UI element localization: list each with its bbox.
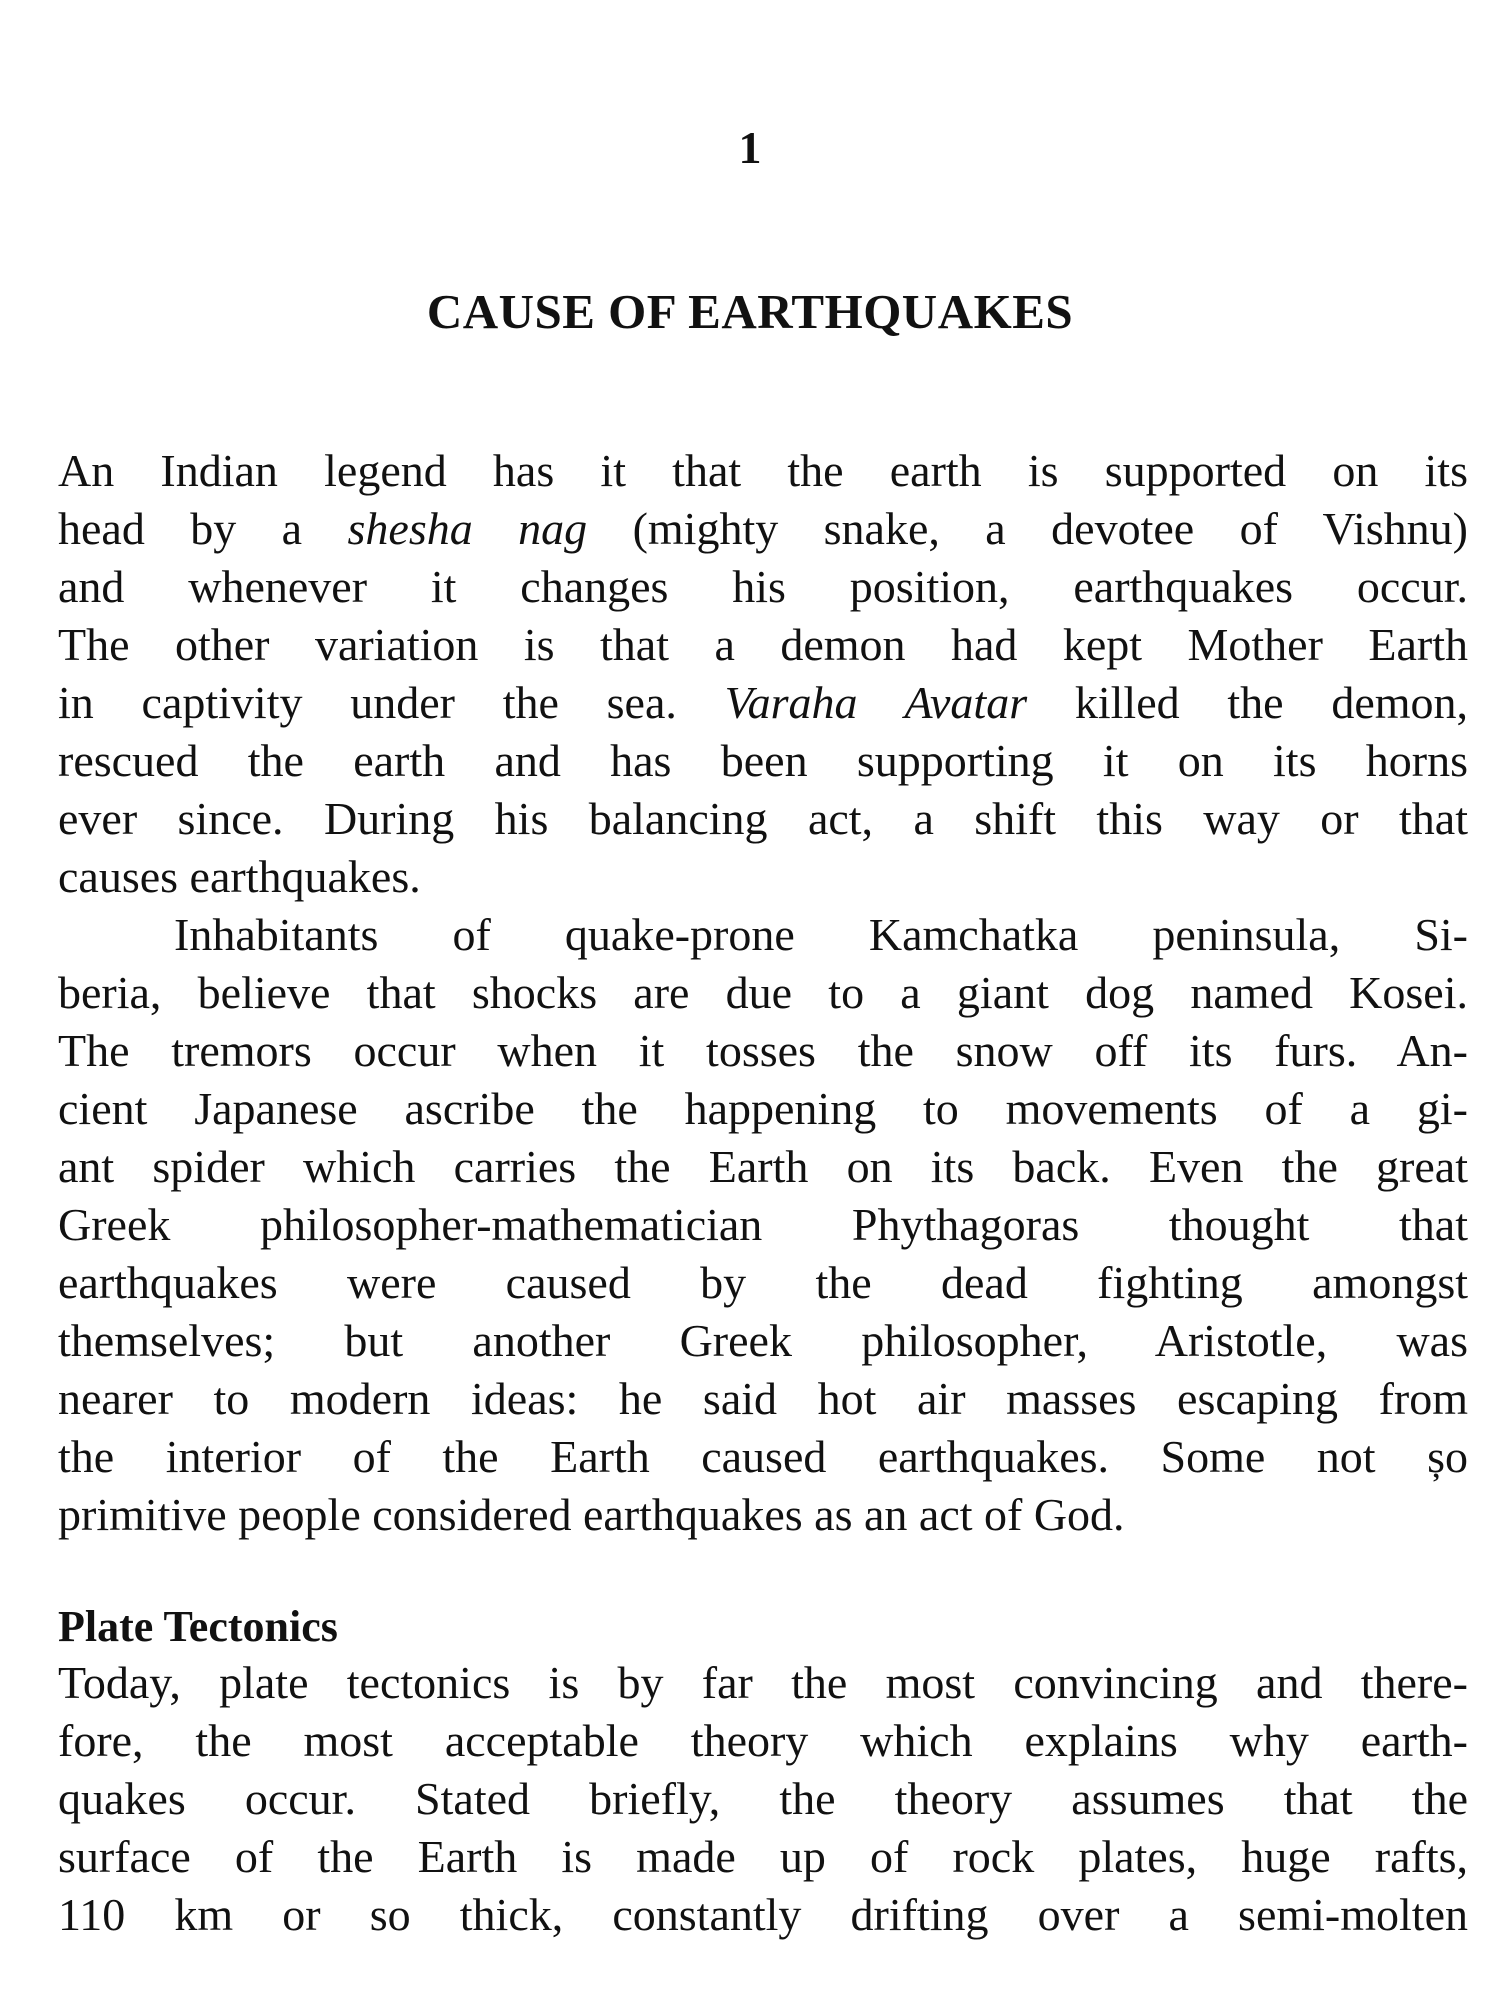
text-line: cient Japanese ascribe the happening to movements of a gi- [58, 1083, 1468, 1134]
paragraph-beliefs [58, 906, 1468, 1544]
text-line: Greek philosopher-mathematician Phythagoras thought that [58, 1199, 1468, 1250]
text-fragment: (mighty snake, a devotee of Vishnu) [587, 503, 1468, 554]
paragraph-plate-tectonics [58, 1654, 1468, 1944]
text-line: quakes occur. Stated briefly, the theory assumes that the [58, 1773, 1468, 1824]
text-line: ever since. During his balancing act, a shift this way or that [58, 793, 1468, 844]
text-fragment: killed the demon, [1027, 677, 1468, 728]
text-fragment: in captivity under the sea. [58, 677, 725, 728]
chapter-title: CAUSE OF EARTHQUAKES [426, 284, 1074, 339]
text-line: ant spider which carries the Earth on its back. Even the great [58, 1141, 1468, 1192]
text-line: Inhabitants of quake-prone Kamchatka peninsula, Si- [174, 909, 1468, 960]
text-line: The tremors occur when it tosses the snow off its furs. An- [58, 1025, 1468, 1076]
section-heading: Plate Tectonics [58, 1602, 338, 1651]
text-line: the interior of the Earth caused earthquakes. Some not șo [58, 1431, 1468, 1482]
text-line: The other variation is that a demon had kept Mother Earth [58, 619, 1468, 670]
text-line: Today, plate tectonics is by far the most convincing and there- [58, 1657, 1468, 1708]
text-line: causes earthquakes. [58, 851, 421, 902]
text-line: surface of the Earth is made up of rock plates, huge rafts, [58, 1831, 1468, 1882]
paragraph-legends [58, 442, 1468, 906]
text-line: primitive people considered earthquakes as an act of God. [58, 1489, 1125, 1540]
text-line: and whenever it changes his position, earthquakes occur. [58, 561, 1468, 612]
italic-term-shesha-nag: shesha nag [347, 503, 588, 554]
text-line: fore, the most acceptable theory which explains why earth- [58, 1715, 1468, 1766]
text-line [58, 500, 1468, 558]
text-line: earthquakes were caused by the dead fighting amongst [58, 1257, 1468, 1308]
text-line: beria, believe that shocks are due to a giant dog named Kosei. [58, 967, 1468, 1018]
italic-term-varaha-avatar: Varaha Avatar [724, 677, 1028, 728]
text-line [58, 674, 1468, 732]
chapter-number: 1 [738, 122, 762, 173]
text-line: An Indian legend has it that the earth is supported on its [58, 445, 1468, 496]
text-line: 110 km or so thick, constantly drifting over a semi-molten [58, 1889, 1468, 1940]
text-line: nearer to modern ideas: he said hot air masses escaping from [58, 1373, 1468, 1424]
text-line: rescued the earth and has been supporting it on its horns [58, 735, 1468, 786]
text-line: themselves; but another Greek philosopher, Aristotle, was [58, 1315, 1468, 1366]
text-fragment: head by a [58, 503, 348, 554]
